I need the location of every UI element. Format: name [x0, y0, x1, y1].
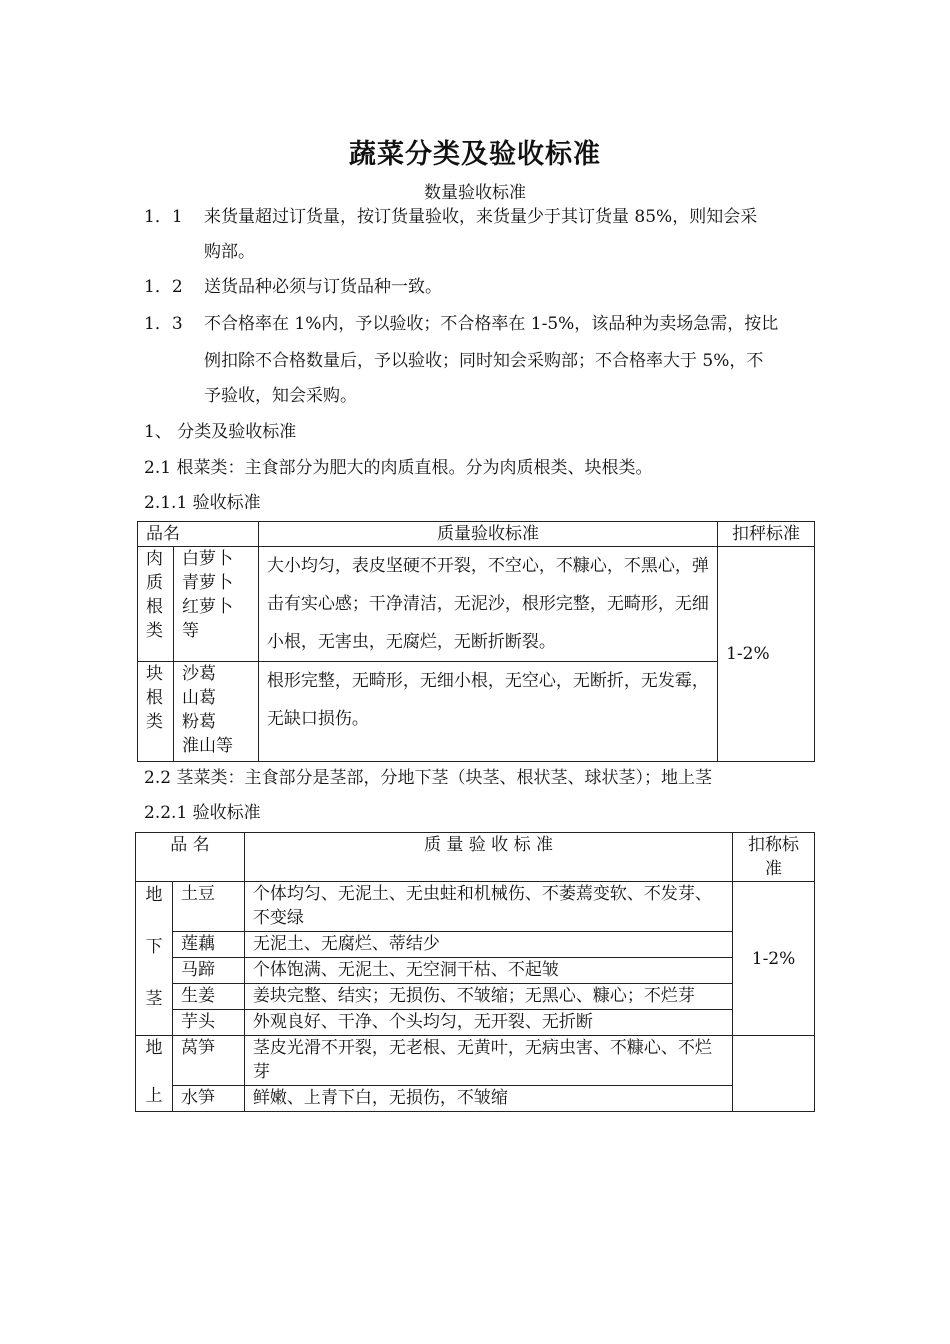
name-cell: 生姜 — [172, 984, 244, 1010]
section-heading: 2.1.1 验收标准 — [144, 493, 261, 513]
name-cell: 马蹄 — [172, 958, 244, 984]
table-row — [136, 958, 815, 984]
standard-cell: 姜块完整、结实；无损伤、不皱缩；无黑心、糠心；不烂芽 — [244, 984, 732, 1010]
item-text: 予验收，知会采购。 — [204, 386, 357, 406]
scale-cell: 1-2% — [733, 882, 815, 1036]
section-text: 2.1 根菜类：主食部分为肥大的肉质直根。分为肉质根类、块根类。 — [144, 458, 653, 478]
table-row — [136, 932, 815, 958]
standard-cell: 根形完整，无畸形，无细小根，无空心，无断折，无发霉，无缺口损伤。 — [258, 662, 717, 762]
standard-cell: 个体均匀、无泥土、无虫蛀和机械伤、不萎蔫变软、不发芽、不变绿 — [244, 882, 732, 932]
item-number-1-1: 1．1 — [144, 207, 183, 227]
category-cell: 肉 质 根 类 — [138, 547, 174, 662]
header-standard: 质量验收标准 — [258, 522, 717, 547]
standard-cell: 茎皮光滑不开裂，无老根、无黄叶，无病虫害、不糠心、不烂芽 — [244, 1036, 732, 1086]
header-name: 品名 — [138, 522, 259, 547]
standard-cell: 外观良好、干净、个头均匀，无开裂、无折断 — [244, 1010, 732, 1036]
page-subtitle: 数量验收标准 — [424, 183, 526, 203]
table-row — [136, 882, 815, 932]
scale-cell-empty — [733, 1036, 815, 1112]
item-number-1-3: 1．3 — [144, 314, 183, 334]
section-heading: 1、 分类及验收标准 — [144, 422, 297, 442]
item-text: 送货品种必须与订货品种一致。 — [204, 277, 442, 297]
header-standard: 质 量 验 收 标 准 — [244, 833, 732, 882]
category-cell: 地 下 茎 — [136, 882, 173, 1036]
table-row — [138, 547, 815, 662]
section-text: 2.2 茎菜类：主食部分是茎部，分地下茎（块茎、根状茎、球状茎）；地上茎 — [144, 768, 712, 788]
name-cell: 莴笋 — [172, 1036, 244, 1086]
items-cell: 沙葛 山葛 粉葛 淮山等 — [173, 662, 258, 762]
scale-cell: 1-2% — [718, 547, 815, 762]
name-cell: 莲藕 — [172, 932, 244, 958]
table-row — [136, 1036, 815, 1086]
items-cell: 白萝卜 青萝卜 红萝卜 等 — [173, 547, 258, 662]
name-cell: 土豆 — [172, 882, 244, 932]
name-cell: 芋头 — [172, 1010, 244, 1036]
item-number-1-2: 1．2 — [144, 277, 183, 297]
category-cell: 地 上 — [136, 1036, 173, 1112]
root-vegetable-table — [137, 521, 815, 762]
table-row — [136, 1010, 815, 1036]
item-text: 例扣除不合格数量后，予以验收；同时知会采购部；不合格率大于 5%，不 — [204, 351, 764, 371]
header-name: 品 名 — [136, 833, 245, 882]
standard-cell: 个体饱满、无泥土、无空洞干枯、不起皱 — [244, 958, 732, 984]
header-scale: 扣秤标准 — [718, 522, 815, 547]
item-text: 购部。 — [204, 242, 255, 262]
section-heading: 2.2.1 验收标准 — [144, 803, 261, 823]
table-row — [136, 984, 815, 1010]
standard-cell: 鲜嫩、上青下白，无损伤，不皱缩 — [244, 1086, 732, 1112]
name-cell: 水笋 — [172, 1086, 244, 1112]
standard-cell: 大小均匀，表皮坚硬不开裂，不空心，不糠心，不黑心，弹击有实心感；干净清洁，无泥沙，根形完整，无畸形，无细小根，无害虫，无腐烂，无断折断裂。 — [258, 547, 717, 662]
category-cell: 块 根 类 — [138, 662, 174, 762]
standard-cell: 无泥土、无腐烂、蒂结少 — [244, 932, 732, 958]
page-title: 蔬菜分类及验收标准 — [349, 139, 601, 170]
table-row — [138, 662, 815, 762]
item-text: 来货量超过订货量，按订货量验收，来货量少于其订货量 85%，则知会采 — [204, 207, 758, 227]
table-header-row — [138, 522, 815, 547]
table-header-row — [136, 833, 815, 882]
stem-vegetable-table — [135, 832, 815, 1112]
header-scale: 扣称标准 — [733, 833, 815, 882]
table-row — [136, 1086, 815, 1112]
item-text: 不合格率在 1%内，予以验收；不合格率在 1-5%，该品种为卖场急需，按比 — [204, 314, 779, 334]
